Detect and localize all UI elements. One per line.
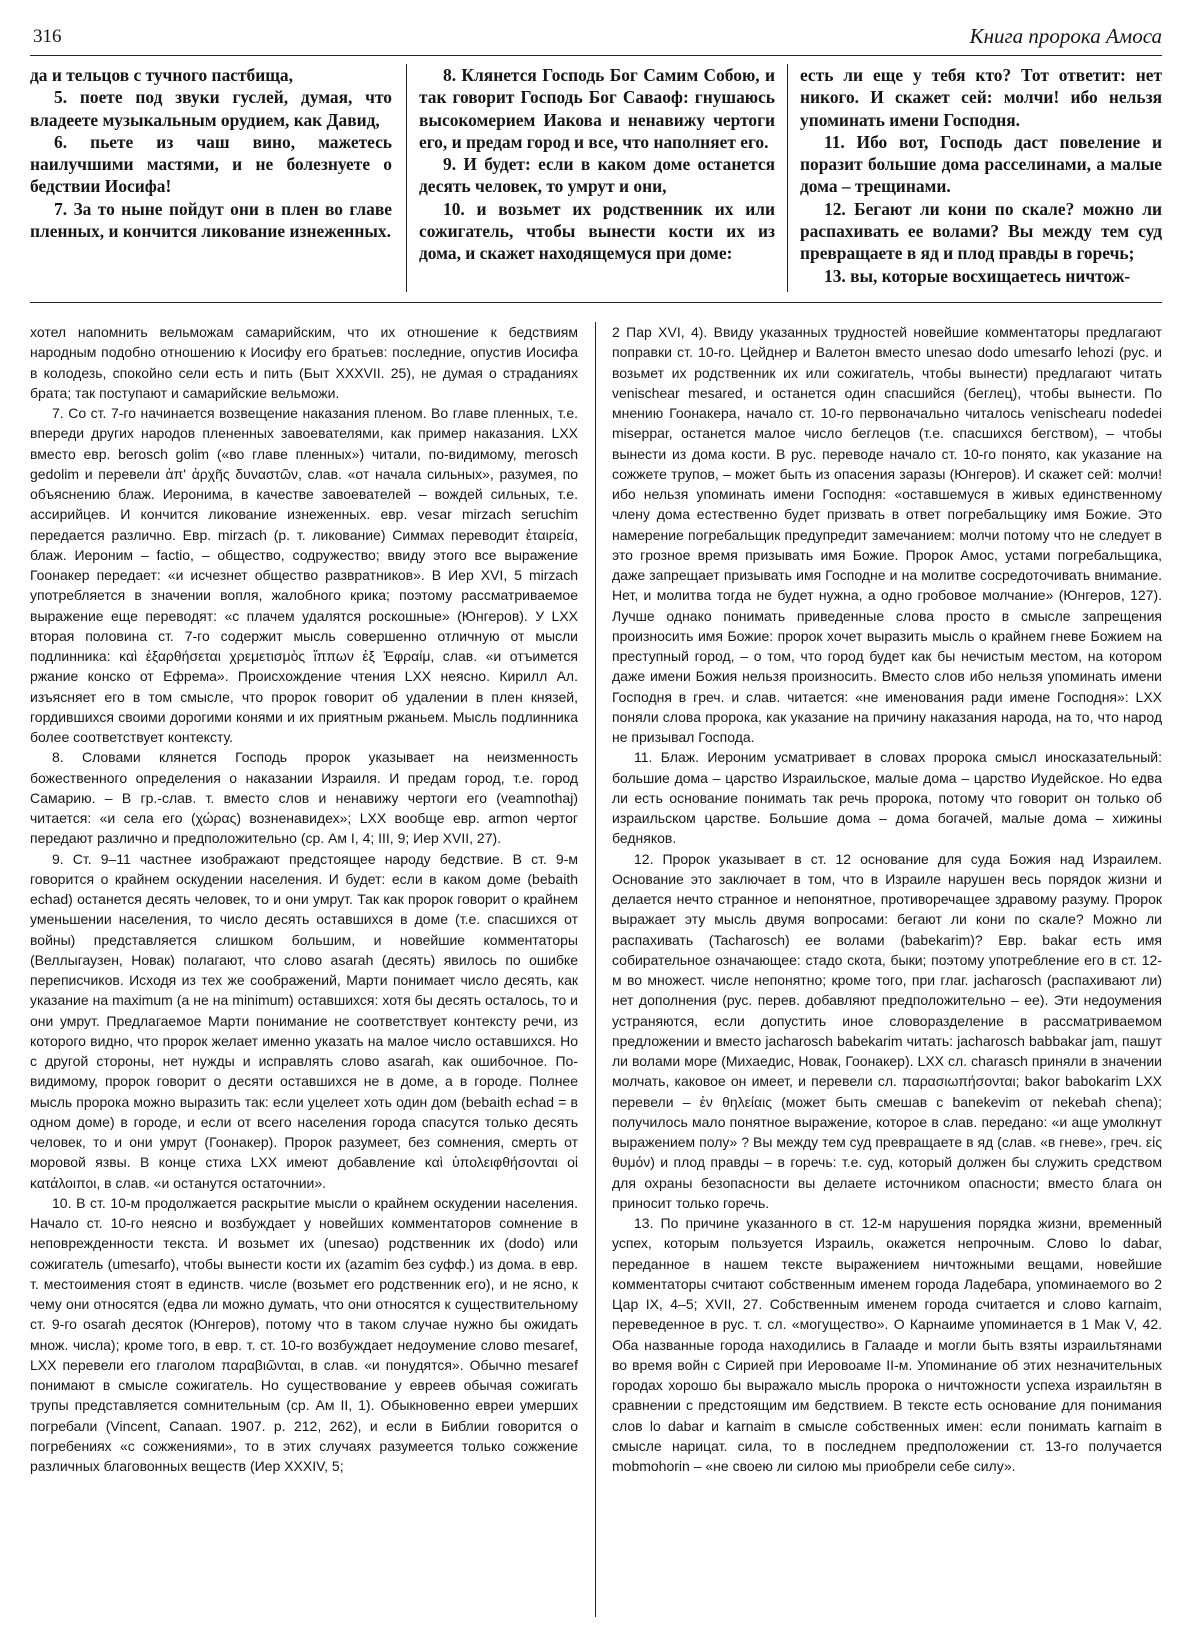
commentary-paragraph: 8. Словами клянется Господь пророк указывает на неизменность божественного определения о наказании Израиля. И предам город, т.е. город Самарию. – В гр.-слав. т. вместо слов и ненавижу чертоги его (veamnothaj) читается: «и села его (χώρας) возненавидех»; LXX вообще евр. armon чертог передают различно и предположительно (ср. Ам I, 4; III, 9; Иер XVII, 27).	[30, 749, 578, 847]
commentary-paragraph: хотел напомнить вельможам самарийским, что их отношение к бедствиям народным подобно отношению к Иосифу его братьев: последние, опустив Иосифа в колодезь, спокойно сели есть и пить (Быт XXXVII. 25), не думая о страданиях брата; так поступают и самарийские вельможи.	[30, 324, 578, 401]
commentary-paragraph: 11. Блаж. Иероним усматривает в словах пророка смысл иносказательный: большие дома – царство Израильское, малые дома – царство Иудейское. Но едва ли есть основание понимать так речь пророка, потому что говорит он только об израильском царстве. Большие дома – дома богачей, малые дома – хижины бедняков.	[612, 749, 1162, 847]
column-divider	[595, 322, 596, 1617]
scripture-verse: 7. За то ныне пойдут они в плен во главе пленных, и кончится ликование изнеженных.	[30, 198, 392, 242]
page-header	[30, 14, 1162, 54]
scripture-verse: да и тельцов с тучного пастбища,	[30, 65, 293, 85]
scripture-verse: 6. пьете из чаш вино, мажетесь наилучшими мастями, и не болезнуете о бедствии Иосифа!	[30, 131, 392, 197]
scripture-verse: 12. Бегают ли кони по скале? можно ли распахивать ее волами? Вы между тем суд превращаете в яд и плод правды в горечь;	[800, 198, 1162, 264]
commentary-column-2	[612, 322, 1162, 1617]
scripture-column-3	[800, 64, 1162, 292]
commentary-paragraph: 9. Ст. 9–11 частнее изображают предстоящее народу бедствие. В ст. 9-м говорится о крайнем оскудении населения. И будет: если в каком доме (bebaith echad) останется десять человек, то и они умрут. Так как пророк говорит о крайнем уменьшении населения, то число десять оставшихся в доме (т.е. спасшихся от войны) представляется слишком большим, и новейшие комментаторы (Веллыгаузен, Новак) полагают, что слово asarah (десять) явилось по ошибке переписчиков. Исходя из тех же соображений, Марти понимает число десять, как указание на maximum (а не на minimum) оставшихся: хотя бы десять осталось, то и они умрут. Предлагаемое Марти понимание не соответствует контексту речи, из которого видно, что пророк желает именно указать на малое число оставшихся. Но с другой стороны, нет нужды и исправлять слово asarah, как ошибочное. По-видимому, пророк говорит о десяти оставшихся не в доме, а в городе. Полнее мысль пророка можно выразить так: если уцелеет хоть один дом (bebaith echad = в одном доме) в городе, и если от всего населения города спасутся только десять человек, то и они умрут (Гоонакер). Пророк разумеет, без сомнения, смерть от моровой язвы. В конце стиха LXX имеют добавление καὶ ὑπολειφθήσονται οἱ κατάλοιποι, в слав. «и останутся остаточнии».	[30, 850, 578, 1191]
commentary-paragraph: 13. По причине указанного в ст. 12-м нарушения порядка жизни, временный успех, которым пользуется Израиль, окажется непрочным. Слово lo dabar, переданное в нашем тексте выражением ничтожными вещами, новейшие комментаторы считают собственным именем города Ладебара, упоминаемого во 2 Цар IX, 4–5; XVII, 27. Собственным именем города считается и слово karnaim, переведенное в рус. т. сл. «могущество». О Карнаиме упоминается в 1 Мак V, 42. Оба названные города находились в Галааде и могли быть взяты израильтянами во время войн с Сирией при Иеровоаме II-м. Упоминание об этих незначительных городах хорошо бы выражало мысль пророка о ничтожности успеха израильтян в сравнении с предстоящим им бедствием. В тексте есть основание для понимания слов lo dabar и karnaim в смысле собственных имен: если понимать karnaim в смысле нарицат. сила, то в последнем предположении ст. 13-го получается mobmohorin – «не своею ли силою мы приобрели себе силу».	[612, 1215, 1162, 1474]
commentary-paragraph: 12. Пророк указывает в ст. 12 основание для суда Божия над Израилем. Основание это заключает в том, что в Израиле нарушен весь порядок жизни и делается нечто странное и непонятное, противоречащее здравому разуму. Пророк выражает эту мысль двумя вопросами: бегают ли кони по скале? Можно ли распахивать (Tacharosch) ее волами (babekarim)? Евр. bakar есть имя собирательное означающее: стадо скота, быки; поэтому употребление его в ст. 12-м во множест. числе непонятно; кроме того, при глаг. jacharosch (распахивают ли) нет дополнения (рус. перев. добавляют предположительно – ее). Эти недоумения устраняются, если допустить иное словоразделение в рассматриваемом предложении и вместо jacharosch babekarim читать: jacharosch babbakar jam, пашут ли волами море (Михаедис, Новак, Гоонакер). LXX сл. charasch приняли в значении молчать, каковое он имеет, и перевели сл. παρασιωπήσονται; bakor babokarim LXX перевели – ἐν θηλείαις (может быть смешав с banekevim от nekebah chena); получилось мало понятное выражение, которое в слав. передано: «и аще умолкнут выражением полу» ? Вы между тем суд превращаете в яд (слав. «в гневе», греч. εἰς θυμόν) и плод правды – в горечь: т.е. суд, который должен бы служить средством для охраны безопасности вы делаете источником опасности; вместо блага он приносит только горечь.	[612, 850, 1162, 1211]
scripture-column-1	[30, 64, 392, 292]
scripture-column-2	[419, 64, 775, 292]
commentary-paragraph: 10. В ст. 10-м продолжается раскрытие мысли о крайнем оскудении населения. Начало ст. 10-го неясно и возбуждает у новейших комментаторов сомнение в неповрежденности текста. И возьмет их (unesao) родственник их (dodo) или сожигатель (umesarfo), чтобы вынести кости их (azamim без суфф.) из дома. в евр. т. местоимения стоят в единств. числе (возьмет его родственник его), и не ясно, к чему они относятся (едва ли можно думать, что они относятся к существительному ст. 9-го osarah десяток (Юнгеров), потому что в таком случае нужно бы ожидать множ. числа); кроме того, в евр. т. ст. 10-го возбуждает недоумение слово mesaref, LXX перевели его глаголом παραβιῶνται, в слав. «и понудятся». Обычно mesaref понимают в смысле сожигатель. Но существование у евреев обычая сожигать трупы представляется сомнительным (ср. Ам II, 1). Обыкновенно евреи умерших погребали (Vincent, Canaan. 1907. р. 212, 262), и если в Библии говорится о погребениях «с сожжениями», то в этих случаях разумеется только сожжение различных благовонных веществ (Иер XXXIV, 5;	[30, 1194, 578, 1474]
header-rule	[30, 55, 1162, 56]
commentary-column-1	[30, 322, 578, 1617]
page-number: 316	[33, 26, 62, 47]
scripture-verse: 8. Клянется Господь Бог Самим Собою, и так говорит Господь Бог Саваоф: гнушаюсь высокомерием Иакова и ненавижу чертоги его, и предам город и все, что наполняет его.	[419, 65, 775, 152]
scripture-verse: есть ли еще у тебя кто? Тот ответит: нет никого. И скажет сей: молчи! ибо нельзя упоминать имени Господня.	[800, 65, 1162, 130]
scripture-verse: 9. И будет: если в каком доме останется десять человек, то умрут и они,	[419, 154, 775, 197]
commentary-paragraph: 7. Со ст. 7-го начинается возвещение наказания пленом. Во главе пленных, т.е. впереди других народов плененных завоевателями, как пример наказания. LXX вместо евр. berosch golim («во главе пленных») читали, по-видимому, merosch gedolim и перевели ἀπ' ἀρχῆς δυναστῶν, слав. «от начала сильных», разумея, по объяснению блаж. Иеронима, в качестве завоевателей – вождей сильных, т.е. ассирийцев. И кончится ликование изнеженных. евр. vesar mirzach seruchim передается различно. Евр. mirzach (р. т. ликование) Симмах переводит ἑταιρεία, блаж. Иероним – factio, – общество, содружество; ввиду этого все выражение Гоонакер передает: «и исчезнет общество развратников». В Иер XVI, 5 mirzach употребляется в значении вопля, жалобного крика; поэтому рассматриваемое выражение еще переводят: «с плачем удалятся роскошные» (Юнгеров). У LXX вторая половина ст. 7-го содержит мысль совершенно отличную от мысли подлинника: καὶ ἐξαρθήσεται χρεμετισμὸς ἵππων ἐξ Ἐφραίμ, слав. «и отъимется ржание конско от Ефрема». Происхождение чтения LXX неясно. Кирилл Ал. изъясняет его в том смысле, что пророк говорит об удалении в плен князей, гордившихся своими дорогими конями и их приятным ржаньем. Мысль подлинника более соответствует контексту.	[30, 405, 578, 745]
scripture-verse: 10. и возьмет их родственник их или сожигатель, чтобы вынести кости их из дома, и скажет находящемуся при доме:	[419, 198, 775, 264]
scripture-verse: 5. поете под звуки гуслей, думая, что владеете музыкальным орудием, как Давид,	[30, 87, 392, 130]
commentary-text	[30, 322, 1162, 1617]
column-divider	[787, 64, 788, 292]
commentary-paragraph: 2 Пар XVI, 4). Ввиду указанных трудностей новейшие комментаторы предлагают поправки ст. 10-го. Цейднер и Валетон вместо unesao dodo umesarfo lehozi (рус. и возьмет их родственник их или сожигатель, чтобы вынести) предлагают читать venischear mesared, и останется один спасшийся (беглец), чтобы вынести. По мнению Гоонакера, начало ст. 10-го первоначально читалось venischearu nodedei miseppar, останется малое число беглецов (т.е. спасшихся бегством), – чтобы вынести из дома кости. В рус. переводе начало ст. 10-го понято, как указание на сожжете трупов, – может быть из опасения заразы (Юнгеров). И скажет сей: молчи! ибо нельзя упоминать имени Господня: «оставшемуся в живых единственному члену дома естественно будет призвать в ответ погребальщику имя Божие. Это намерение погребальщик предупредит замечанием: молчи потому что не следует в это грозное время призывать имя Божие. Пророк Амос, устами погребальщика, даже запрещает призывать имя Господне и на молитве сосредоточивать внимание. Нет, и молитва тогда не будет нужна, а одно гробовое молчание» (Юнгеров, 127). Лучше однако понимать приведенные слова просто в смысле запрещения произносить имя Божие: пророк хочет выразить мысль о крайнем гневе Божием на преступный город, – о том, что город будет как бы нечистым местом, на котором даже имени Божия нельзя произносить. Вместо слов ибо нельзя упоминать имени Господня в греч. и слав. читается: «не именования ради имене Господня»: LXX поняли слова пророка, как указание на причину наказания народа, на то, что народ не призывал Господа.	[612, 324, 1162, 745]
running-title: Книга пророка Амоса	[969, 24, 1162, 48]
scripture-verse: 13. вы, которые восхищаетесь ничтож-	[824, 265, 1131, 286]
section-rule	[30, 302, 1162, 303]
scripture-text	[30, 64, 1162, 292]
column-divider	[406, 64, 407, 292]
scripture-verse: 11. Ибо вот, Господь даст повеление и поразит большие дома расселинами, а малые дома – трещинами.	[800, 131, 1162, 197]
